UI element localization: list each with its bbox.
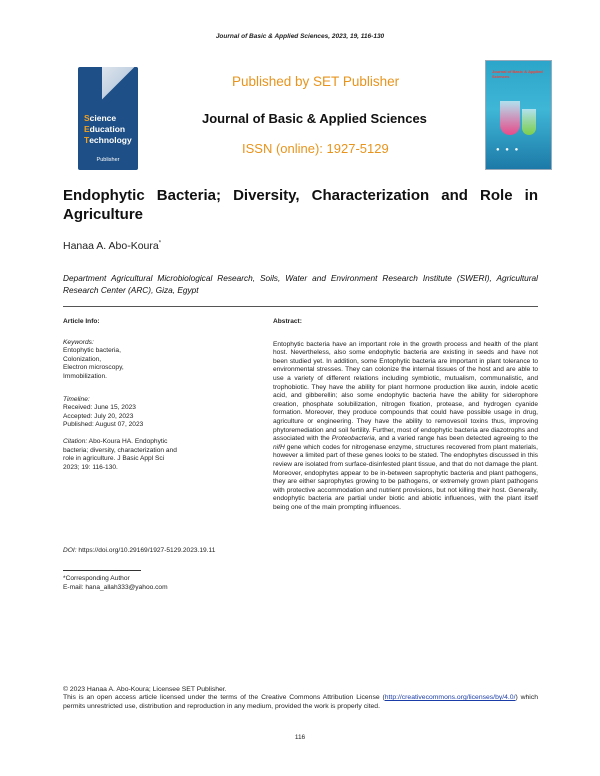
- author-mark: *: [158, 240, 162, 247]
- keyword: Entophytic bacteria,: [63, 347, 121, 355]
- accepted-date: Accepted: July 20, 2023: [63, 412, 134, 420]
- citation-line: bacteria; diversity, characterization and: [63, 446, 177, 454]
- license-text: This is an open access article licensed under the terms of the Creative Commons Attribution License (http://creativecommons.org/licenses/by/4.0/) which permits unrestricted use, distribution and reproduction in any medium, provided the work is properly cited.: [63, 694, 538, 710]
- set-publisher-logo: [78, 67, 138, 170]
- logo-line-technology: Technology: [84, 135, 132, 145]
- citation-line: 2023; 19: 116-130.: [63, 463, 118, 471]
- doi-link[interactable]: https://doi.org/10.29169/1927-5129.2023.19.11: [78, 547, 216, 554]
- abstract-heading: Abstract:: [273, 318, 302, 325]
- doi-label: DOI:: [63, 547, 77, 554]
- citation-label: Citation:: [63, 437, 88, 445]
- author: Hanaa A. Abo-Koura*: [63, 240, 162, 252]
- corresponding-author: *Corresponding Author: [63, 575, 130, 582]
- logo-line-education: Education: [84, 124, 126, 134]
- affiliation: Department Agricultural Microbiological Research, Soils, Water and Environment Research Institute (SWERI), Agricultural Research Center (ARC), Giza, Egypt: [63, 273, 538, 295]
- copyright: © 2023 Hanaa A. Abo-Koura; Licensee SET Publisher.: [63, 686, 227, 693]
- timeline-label: Timeline:: [63, 395, 90, 403]
- divider: [63, 306, 538, 307]
- flask-icon-small: [522, 109, 536, 135]
- footnote: [63, 575, 168, 592]
- keywords-label: Keywords:: [63, 338, 94, 346]
- keyword: Immobilization.: [63, 372, 107, 380]
- citation-line: Citation: Abo-Koura HA. Endophytic: [63, 437, 168, 445]
- published-date: Published: August 07, 2023: [63, 421, 144, 429]
- email: E-mail: hana_allah333@yahoo.com: [63, 583, 168, 591]
- running-head: Journal of Basic & Applied Sciences, 2023, 19, 116-130: [215, 33, 385, 40]
- doi: [63, 547, 215, 554]
- issn: ISSN (online): 1927-5129: [242, 141, 389, 156]
- logo-mark-icon: [102, 67, 138, 111]
- molecule-icon: ● ● ●: [496, 147, 521, 153]
- received-date: Received: June 15, 2023: [63, 404, 136, 412]
- logo-line-science: Science: [84, 113, 117, 123]
- article-info-heading: Article Info:: [63, 318, 100, 325]
- keyword: Electron microscopy,: [63, 364, 124, 372]
- flask-icon: [500, 101, 520, 135]
- keyword: Colonization,: [63, 355, 102, 363]
- published-by: Published by SET Publisher: [232, 74, 400, 89]
- article-title: Endophytic Bacteria; Diversity, Characterization and Role in Agriculture: [63, 187, 538, 223]
- logo-line-publisher: Publisher: [96, 157, 120, 163]
- license-block: [63, 686, 538, 711]
- page-number: 116: [294, 734, 306, 741]
- article-info: [63, 318, 213, 472]
- license-link[interactable]: http://creativecommons.org/licenses/by/4.0/: [384, 694, 516, 702]
- journal-cover-image: [485, 60, 552, 170]
- footnote-rule: [63, 570, 141, 571]
- abstract-text: Entophytic bacteria have an important role in the growth process and health of the plant host. Nevertheless, also some endophytic bacteria are existing in seeds and have not been studied yet. In addition, some Entophytic bacteria are important in plant tolerance to environmental stresses. They can colonize the internal tissues of the host and are able to use a variety of different relations including symbiotic, mutualism, communalistic, and trophobiotic. They have the ability for plant hormone production like auxin, indole acetic acid, and gibberellin; also some endophytic bacteria have the ability for siderophore creation, phosphate solubilization, nitrogen fixation, protease, and hydrogen cyanide formation. Moreover, they produce compounds that could have possible usage in drug, agriculture or engineering. They have the ability to removesoil toxins thus, improving phytoremediation and soil fertility. Further, most of endophytic bacteria are diazotrophs and associated with the Proteobacteria, and a varied range has been detected agreeing to the nifH gene which codes for nitrogenase enzyme, structures recovered from plant materials, however a limited part of these genes looks to be stated. The endophytes discussed in this review are isolated from surface-disinfested plant tissue, and that do not damage the plant. Moreover, endophytes appear to be in-between saprophytic bacteria and plant pathogens, they are either saprophytes growing to be pathogens, or extremely grown plant pathogens with protective accommodation and nutrient provisions, but not killing their host. Generally, endophytic bacteria are partial under biotic and abiotic influences, with the plant itself being one of the main prompting influences.: [273, 340, 538, 511]
- abstract: [273, 318, 538, 512]
- cover-title: Journal of Basic & Applied Sciences: [492, 69, 543, 79]
- journal-title: Journal of Basic & Applied Sciences: [202, 111, 427, 126]
- citation-line: role in agriculture. J Basic Appl Sci: [63, 455, 165, 463]
